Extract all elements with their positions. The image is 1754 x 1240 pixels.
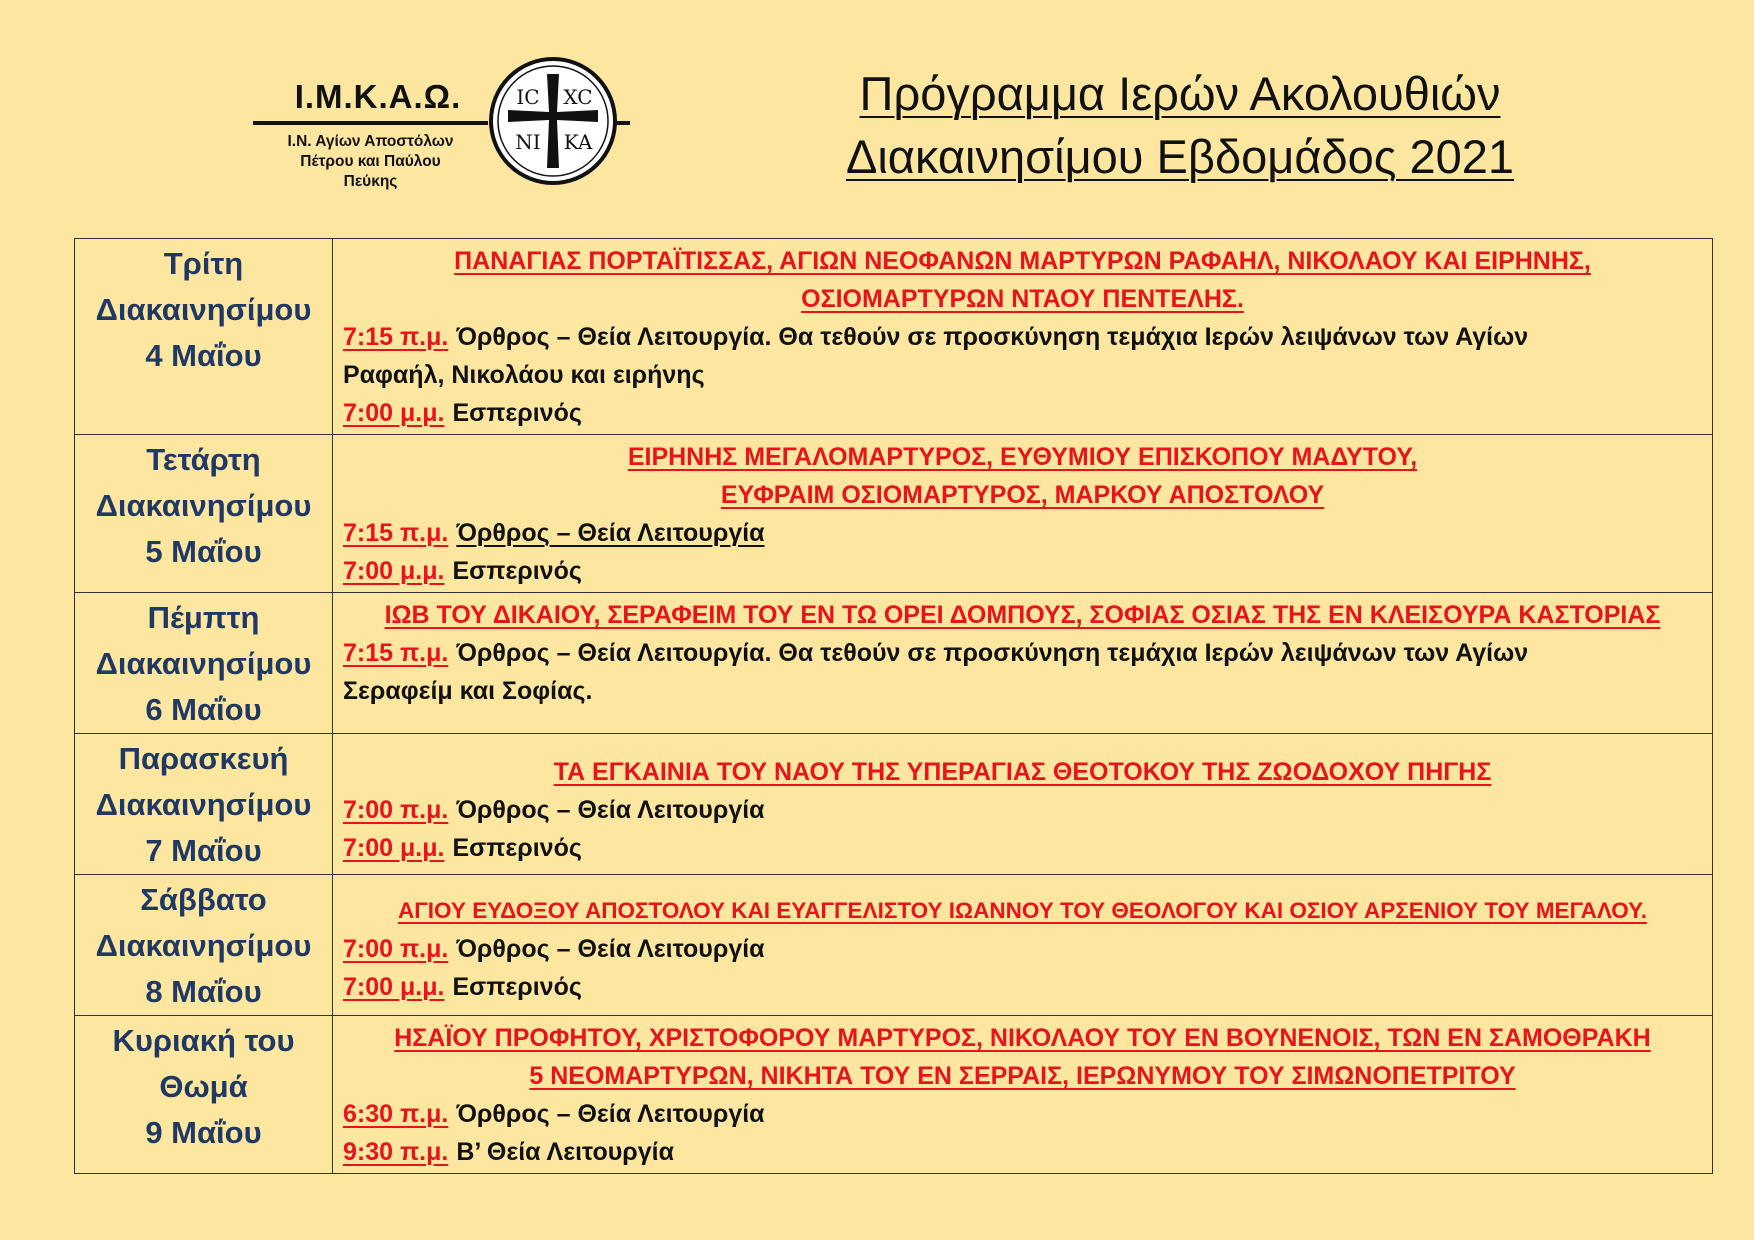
service-line (343, 394, 1702, 432)
day-date: 6 Μαΐου (145, 692, 262, 727)
day-week: Διακαινησίμου (95, 928, 312, 963)
feast-line: ΙΩΒ ΤΟΥ ΔΙΚΑΙΟΥ, ΣΕΡΑΦΕΙΜ ΤΟΥ ΕΝ ΤΩ ΟΡΕΙ ΔΟΜΠΟΥΣ, ΣΟΦΙΑΣ ΟΣΙΑΣ ΤΗΣ ΕΝ ΚΛΕΙΣΟΥΡΑ ΚΑΣΤΟΡΙΑΣ (384, 601, 1661, 629)
day-name: Τετάρτη (146, 442, 261, 477)
feast-line: ΟΣΙΟΜΑΡΤΥΡΩΝ ΝΤΑΟΥ ΠΕΝΤΕΛΗΣ. (801, 285, 1244, 313)
service-time: 7:15 π.μ. (343, 639, 449, 667)
schedule-table (74, 238, 1713, 1174)
services-cell (333, 734, 1713, 875)
title-line-1: Πρόγραμμα Ιερών Ακολουθιών (859, 67, 1501, 120)
feast-title (343, 438, 1702, 514)
service-description: Όρθρος – Θεία Λειτουργία (456, 796, 765, 824)
logo-subtitle (253, 132, 488, 192)
service-time: 9:30 π.μ. (343, 1138, 449, 1166)
service-line (343, 552, 1702, 590)
day-date: 4 Μαΐου (145, 338, 262, 373)
service-time: 7:00 π.μ. (343, 796, 449, 824)
feast-line: ΗΣΑΪΟΥ ΠΡΟΦΗΤΟΥ, ΧΡΙΣΤΟΦΟΡΟΥ ΜΑΡΤΥΡΟΣ, ΝΙΚΟΛΑΟΥ ΤΟΥ ΕΝ ΒΟΥΝΕΝΟΙΣ, ΤΩΝ ΕΝ ΣΑΜΟΘΡΑΚΗ (394, 1024, 1651, 1052)
service-description: Όρθρος – Θεία Λειτουργία. Θα τεθούν σε προσκύνηση τεμάχια Ιερών λειψάνων των Αγίων (456, 639, 1529, 667)
service-description: Όρθρος – Θεία Λειτουργία (456, 1100, 765, 1128)
page-title (780, 62, 1580, 188)
day-cell (75, 593, 333, 734)
day-name: Πέμπτη (147, 600, 260, 635)
service-line (343, 514, 1702, 552)
service-description: Όρθρος – Θεία Λειτουργία. Θα τεθούν σε προσκύνηση τεμάχια Ιερών λειψάνων των Αγίων (456, 323, 1529, 351)
day-cell (75, 435, 333, 593)
service-line-continued: Ραφαήλ, Νικολάου και ειρήνης (343, 361, 705, 389)
service-description: Όρθρος – Θεία Λειτουργία (456, 935, 765, 963)
day-name: Κυριακή του (112, 1023, 295, 1058)
feast-line: ΕΥΦΡΑΙΜ ΟΣΙΟΜΑΡΤΥΡΟΣ, ΜΑΡΚΟΥ ΑΠΟΣΤΟΛΟΥ (720, 481, 1325, 509)
seal-letters-ka: KA (563, 130, 593, 154)
service-description: Όρθρος – Θεία Λειτουργία (456, 519, 765, 547)
feast-line: ΠΑΝΑΓΙΑΣ ΠΟΡΤΑΪΤΙΣΣΑΣ, ΑΓΙΩΝ ΝΕΟΦΑΝΩΝ ΜΑΡΤΥΡΩΝ ΡΑΦΑΗΛ, ΝΙΚΟΛΑΟΥ ΚΑΙ ΕΙΡΗΝΗΣ, (454, 247, 1591, 275)
title-line-2: Διακαινησίμου Εβδομάδος 2021 (845, 130, 1515, 183)
icxc-nika-seal-icon (488, 56, 618, 186)
day-cell (75, 239, 333, 435)
day-week: Διακαινησίμου (95, 787, 312, 822)
service-description: Β’ Θεία Λειτουργία (456, 1138, 674, 1166)
table-row (75, 1016, 1713, 1174)
day-date: 8 Μαΐου (145, 974, 262, 1009)
feast-title (343, 878, 1702, 930)
table-row (75, 875, 1713, 1016)
services-cell (333, 435, 1713, 593)
day-week: Θωμά (159, 1069, 248, 1104)
service-time: 7:00 μ.μ. (343, 557, 445, 585)
services-cell (333, 593, 1713, 734)
logo-subtitle-line: Πέτρου και Παύλου (300, 153, 441, 170)
service-time: 7:00 μ.μ. (343, 834, 445, 862)
service-time: 6:30 π.μ. (343, 1100, 449, 1128)
logo-divider-left (253, 121, 488, 125)
table-row (75, 734, 1713, 875)
service-line (343, 791, 1702, 829)
day-cell (75, 734, 333, 875)
day-week: Διακαινησίμου (95, 488, 312, 523)
service-line (343, 829, 1702, 867)
feast-title (343, 1019, 1702, 1095)
table-row (75, 239, 1713, 435)
services-cell (333, 239, 1713, 435)
services-cell (333, 875, 1713, 1016)
service-line (343, 930, 1702, 968)
service-line (343, 1095, 1702, 1133)
day-name: Τρίτη (163, 246, 244, 281)
service-description: Εσπερινός (452, 973, 582, 1001)
logo-abbreviation: Ι.Μ.Κ.Α.Ω. (294, 78, 462, 115)
service-time: 7:00 μ.μ. (343, 399, 445, 427)
feast-title (343, 596, 1702, 634)
day-week: Διακαινησίμου (95, 292, 312, 327)
logo-subtitle-line: Ι.Ν. Αγίων Αποστόλων (287, 133, 454, 150)
feast-title (343, 737, 1702, 791)
services-cell (333, 1016, 1713, 1174)
day-week: Διακαινησίμου (95, 646, 312, 681)
seal-letters-ni: NI (515, 130, 541, 154)
service-description: Εσπερινός (452, 399, 582, 427)
service-line-continued: Σεραφείμ και Σοφίας. (343, 677, 593, 705)
church-logo (253, 56, 633, 196)
seal-letters-ic: IC (516, 85, 540, 109)
day-date: 5 Μαΐου (145, 534, 262, 569)
day-date: 7 Μαΐου (145, 833, 262, 868)
day-name: Σάββατο (140, 882, 267, 917)
service-line (343, 1133, 1702, 1171)
feast-line: ΕΙΡΗΝΗΣ ΜΕΓΑΛΟΜΑΡΤΥΡΟΣ, ΕΥΘΥΜΙΟΥ ΕΠΙΣΚΟΠΟΥ ΜΑΔΥΤΟΥ, (627, 443, 1418, 471)
day-cell (75, 875, 333, 1016)
service-line (343, 968, 1702, 1006)
seal-letters-xc: XC (563, 85, 593, 109)
day-name: Παρασκευή (118, 741, 289, 776)
feast-line: ΤΑ ΕΓΚΑΙΝΙΑ ΤΟΥ ΝΑΟΥ ΤΗΣ ΥΠΕΡΑΓΙΑΣ ΘΕΟΤΟΚΟΥ ΤΗΣ ΖΩΟΔΟΧΟΥ ΠΗΓΗΣ (553, 758, 1492, 786)
feast-title (343, 242, 1702, 318)
service-time: 7:15 π.μ. (343, 323, 449, 351)
service-time: 7:15 π.μ. (343, 519, 449, 547)
feast-line: ΑΓΙΟΥ ΕΥΔΟΞΟΥ ΑΠΟΣΤΟΛΟΥ ΚΑΙ ΕΥΑΓΓΕΛΙΣΤΟΥ ΙΩΑΝΝΟΥ ΤΟΥ ΘΕΟΛΟΓΟΥ ΚΑΙ ΟΣΙΟΥ ΑΡΣΕΝΙΟΥ ΤΟΥ ΜΕΓΑΛΟΥ. (398, 898, 1647, 923)
feast-line: 5 ΝΕΟΜΑΡΤΥΡΩΝ, ΝΙΚΗΤΑ ΤΟΥ ΕΝ ΣΕΡΡΑΙΣ, ΙΕΡΩΝΥΜΟΥ ΤΟΥ ΣΙΜΩΝΟΠΕΤΡΙΤΟΥ (529, 1062, 1516, 1090)
table-row (75, 593, 1713, 734)
service-line (343, 318, 1702, 356)
service-description: Εσπερινός (452, 834, 582, 862)
day-date: 9 Μαΐου (145, 1115, 262, 1150)
service-time: 7:00 π.μ. (343, 935, 449, 963)
logo-subtitle-line: Πεύκης (343, 173, 398, 190)
service-line (343, 634, 1702, 672)
day-cell (75, 1016, 333, 1174)
service-description: Εσπερινός (452, 557, 582, 585)
table-row (75, 435, 1713, 593)
service-time: 7:00 μ.μ. (343, 973, 445, 1001)
